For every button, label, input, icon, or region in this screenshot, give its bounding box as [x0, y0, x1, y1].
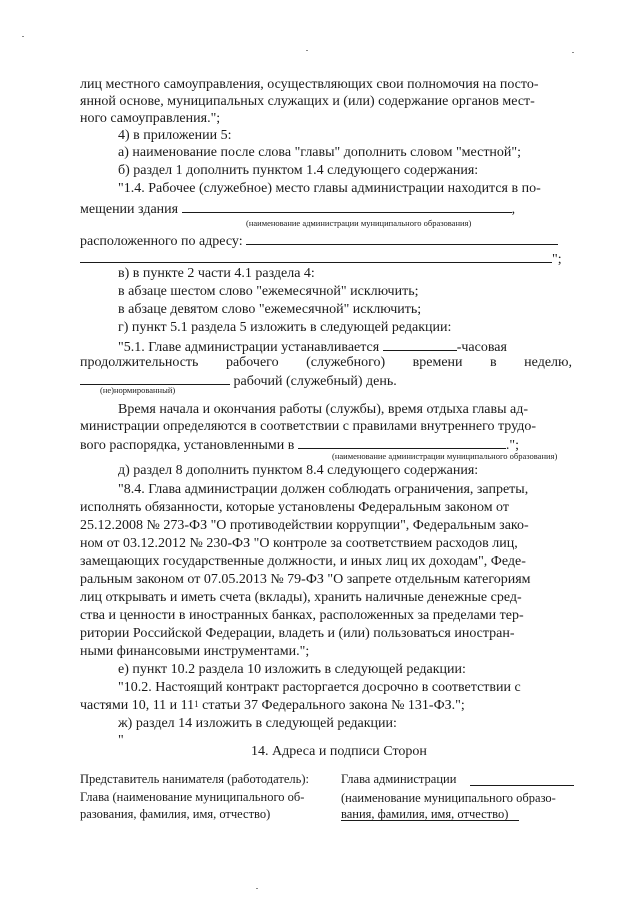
paragraph-text: расположенного по адресу: [80, 234, 243, 249]
signature-underline [341, 820, 519, 821]
superscript: 1 [194, 699, 199, 709]
signature-left-label: Представитель нанимателя (работодатель): [80, 772, 309, 786]
paragraph-line: ж) раздел 14 изложить в следующей редакции: [118, 716, 397, 731]
scan-speck [256, 888, 258, 889]
paragraph-line [80, 200, 515, 218]
paragraph-line: " [118, 733, 124, 748]
paragraph-line: янной основе, муниципальных служащих и (или) содержание органов мест- [80, 94, 535, 109]
paragraph-text: , [511, 202, 516, 217]
paragraph-line: в абзаце шестом слово "ежемесячной" исключить; [118, 284, 419, 299]
caption: (наименование администрации муниципального образования) [246, 218, 472, 228]
signature-right-label: вания, фамилия, имя, отчество) [341, 807, 509, 821]
paragraph-text: ."; [505, 438, 519, 453]
paragraph-line: 4) в приложении 5: [118, 128, 232, 143]
scan-speck [306, 50, 308, 51]
signature-left-label: разования, фамилия, имя, отчество) [80, 807, 271, 821]
scan-speck [22, 36, 24, 37]
paragraph-line: б) раздел 1 дополнить пунктом 1.4 следующего содержания: [118, 163, 479, 178]
paragraph-text: -часовая [456, 340, 507, 355]
paragraph-line: лиц местного самоуправления, осуществляющих свои полномочия на посто- [80, 77, 539, 92]
fill-blank-line [383, 338, 457, 351]
paragraph-line: ными финансовыми инструментами."; [80, 644, 310, 659]
fill-blank-line [80, 372, 230, 385]
paragraph-text: мещении здания [80, 202, 179, 217]
paragraph-line: в) в пункте 2 части 4.1 раздела 4: [118, 266, 315, 281]
paragraph-text: рабочий (служебный) день. [233, 374, 397, 389]
paragraph-line: ральным законом от 07.05.2013 № 79-ФЗ "О запрете отдельным категориям [80, 572, 531, 587]
paragraph-text: частями 10, 11 и 11 [80, 698, 195, 713]
paragraph-line: продолжительность рабочего (служебного) времени в неделю, [80, 355, 572, 370]
paragraph-line: "10.2. Настоящий контракт расторгается досрочно в соответствии с [118, 680, 521, 695]
paragraph-line: 25.12.2008 № 273-ФЗ "О противодействии коррупции", Федеральным зако- [80, 518, 529, 533]
paragraph-text: "; [552, 252, 562, 267]
paragraph-line: министрации определяются в соответствии с правилами внутреннего трудо- [80, 419, 537, 434]
paragraph-line [118, 338, 507, 356]
paragraph-line: е) пункт 10.2 раздела 10 изложить в следующей редакции: [118, 662, 466, 677]
fill-blank-line [246, 232, 558, 245]
paragraph-line [80, 232, 558, 250]
paragraph-line: ном от 03.12.2012 № 230-ФЗ "О контроле за соответствием расходов лиц, [80, 536, 518, 551]
section-heading: 14. Адреса и подписи Сторон [251, 744, 427, 759]
caption: (наименование администрации муниципального образования) [332, 451, 558, 461]
signature-right-label: Глава администрации [341, 772, 457, 786]
paragraph-line: а) наименование после слова "главы" дополнить словом "местной"; [118, 145, 522, 160]
paragraph-line: ного самоуправления."; [80, 111, 221, 126]
signature-line [470, 785, 574, 786]
paragraph-text: статьи 37 Федерального закона № 131-ФЗ."; [198, 698, 465, 713]
paragraph-line: ритории Российской Федерации, владеть и (или) пользоваться иностран- [80, 626, 515, 641]
paragraph-line: г) пункт 5.1 раздела 5 изложить в следующей редакции: [118, 320, 452, 335]
signature-right-label: (наименование муниципального образо- [341, 791, 556, 805]
paragraph-line: лиц открывать и иметь счета (вклады), хранить наличные денежные сред- [80, 590, 522, 605]
scan-speck [572, 52, 574, 53]
paragraph-line [80, 698, 465, 714]
fill-blank-line [80, 250, 552, 263]
paragraph-line: исполнять обязанности, которые установлены Федеральным законом от [80, 500, 509, 515]
signature-left-label: Глава (наименование муниципального об- [80, 790, 305, 804]
paragraph-line: замещающих государственные должности, и иных лиц их доходам", Феде- [80, 554, 526, 569]
paragraph-line: ства и ценности в иностранных банках, расположенных за пределами тер- [80, 608, 524, 623]
fill-blank-line [182, 200, 512, 213]
paragraph-line: д) раздел 8 дополнить пунктом 8.4 следующего содержания: [118, 463, 479, 478]
paragraph-line: "1.4. Рабочее (служебное) место главы администрации находится в по- [118, 181, 541, 196]
paragraph-line: в абзаце девятом слово "ежемесячной" исключить; [118, 302, 422, 317]
paragraph-text: вого распорядка, установленными в [80, 438, 295, 453]
caption: (не)нормированный) [100, 385, 176, 395]
paragraph-line: Время начала и окончания работы (службы), время отдыха главы ад- [118, 402, 529, 417]
paragraph-text: "5.1. Главе администрации устанавливается [118, 340, 380, 355]
paragraph-line: "8.4. Глава администрации должен соблюдать ограничения, запреты, [118, 482, 529, 497]
fill-blank-line [298, 436, 506, 449]
